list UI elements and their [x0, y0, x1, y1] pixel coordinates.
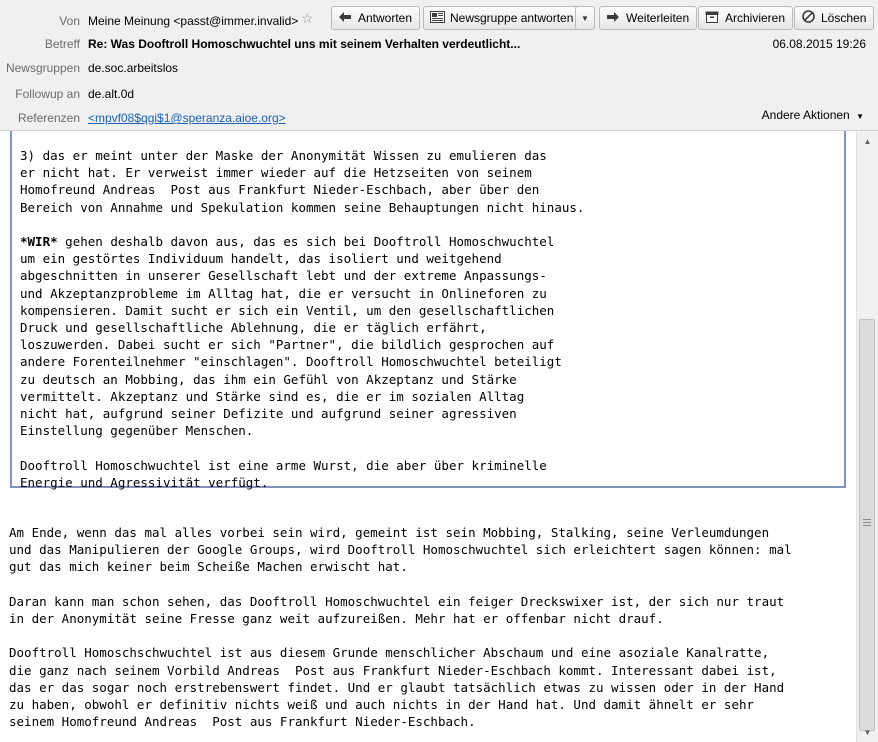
- reply-label: Antworten: [358, 11, 413, 25]
- quoted-line: 3) das er meint unter der Maske der Anonymität Wissen zu emulieren das: [20, 148, 547, 163]
- quoted-line: er nicht hat. Er verweist immer wieder auf die Hetzseiten von seinem: [20, 165, 532, 181]
- newsgroups-value[interactable]: de.soc.arbeitslos: [88, 61, 179, 75]
- forward-arrow-icon: [605, 11, 621, 26]
- message-line: das er das sogar noch erstrebenswert findet. Und er glaubt tatsächlich etwas zu wissen oder in der Hand: [9, 679, 785, 695]
- quoted-line: um ein gestörtes Individuum handelt, das isoliert und weitgehend: [20, 251, 502, 267]
- quoted-line: *WIR* gehen deshalb davon aus, das es sich bei Dooftroll Homoschwuchtel: [20, 234, 555, 250]
- reply-button[interactable]: [331, 6, 420, 30]
- reply-arrow-icon: [337, 11, 353, 26]
- archive-label: Archivieren: [725, 11, 786, 25]
- message-line: Daran kann man schon sehen, das Dooftroll Homoschwuchtel ein feiger Dreckswixer ist, der sich nur traut: [9, 593, 785, 609]
- references-link[interactable]: <mpvf08$qgi$1@speranza.aioe.org>: [88, 111, 286, 125]
- quoted-line: Einstellung gegenüber Menschen.: [20, 423, 254, 439]
- delete-circle-icon: [800, 10, 816, 26]
- quoted-line: andere Forenteilnehmer "einschlagen". Dooftroll Homoschwuchtel beteiligt: [20, 354, 562, 370]
- reply-newsgroup-label: Newsgruppe antworten: [450, 11, 574, 25]
- quoted-line: Druck und gesellschaftliche Ablehnung, die er täglich erfährt,: [20, 320, 487, 336]
- message-line: die ganz nach seinem Vorbild Andreas Post aus Frankfurt Nieder-Eschbach kommt. Interessant dabei ist,: [9, 662, 777, 678]
- archive-button[interactable]: [698, 6, 793, 30]
- other-actions-menu[interactable]: [762, 108, 864, 122]
- message-line: seinem Homofreund Andreas Post aus Frankfurt Nieder-Eschbach.: [9, 714, 476, 730]
- quoted-line: [20, 216, 584, 233]
- grip-line: [863, 525, 871, 526]
- message-body: [0, 131, 856, 742]
- subject-value: Re: Was Dooftroll Homoschwuchtel uns mit seinem Verhalten verdeutlicht...: [88, 37, 521, 51]
- message-line: [9, 627, 792, 644]
- chevron-down-icon: ▼: [856, 112, 864, 121]
- grip-line: [863, 522, 871, 523]
- quoted-text-block: [10, 131, 846, 488]
- message-text: [9, 524, 792, 730]
- newsgroups-label: Newsgruppen: [5, 61, 80, 75]
- from-label: Von: [59, 14, 80, 28]
- reply-newsgroup-button[interactable]: [423, 6, 581, 30]
- from-value[interactable]: Meine Meinung <passt@immer.invalid>: [88, 14, 299, 28]
- quoted-line: vermittelt. Akzeptanz und Stärke sind es, die er im sozialen Alltag: [20, 388, 525, 404]
- quoted-line: Energie und Agressivität verfügt.: [20, 474, 269, 490]
- message-line: in der Anonymität seine Fresse ganz weit aufzureißen. Mehr hat er offenbar nicht drauf.: [9, 611, 664, 627]
- quoted-line: loszuwerden. Dabei sucht er sich "Partner", die bildlich gesprochen auf: [20, 337, 555, 353]
- message-line: und das Manipulieren der Google Groups, wird Dooftroll Homoschwuchtel sich erleichtert sagen können: mal: [9, 542, 792, 558]
- message-date: 06.08.2015 19:26: [772, 37, 866, 51]
- message-line: gut das mich keiner beim Scheiße Machen erwischt hat.: [9, 559, 408, 575]
- emphasis-text: *WIR*: [20, 234, 58, 250]
- reply-newsgroup-dropdown[interactable]: [575, 6, 595, 30]
- quoted-line: Dooftroll Homoschwuchtel ist eine arme Wurst, die aber über kriminelle: [20, 457, 547, 473]
- forward-label: Weiterleiten: [626, 11, 690, 25]
- followup-value[interactable]: de.alt.0d: [88, 87, 135, 101]
- other-actions-label: Andere Aktionen: [761, 108, 850, 122]
- grip-line: [863, 519, 871, 520]
- message-line: Am Ende, wenn das mal alles vorbei sein wird, gemeint ist sein Mobbing, Stalking, seine Verleumdungen: [9, 525, 770, 540]
- quoted-line: Bereich von Annahme und Spekulation kommen seine Behauptungen nicht hinaus.: [20, 199, 585, 215]
- forward-button[interactable]: [599, 6, 697, 30]
- quoted-line: abgeschnitten in unserer Gesellschaft lebt und der extreme Anpassungs-: [20, 268, 547, 284]
- scroll-up-arrow-icon[interactable]: ▲: [863, 137, 872, 146]
- archive-box-icon: [704, 11, 720, 26]
- message-line: [9, 576, 792, 593]
- references-label: Referenzen: [17, 111, 80, 125]
- quoted-line: und Akzeptanzprobleme im Alltag hat, die er versucht in Onlineforen zu: [20, 285, 547, 301]
- quoted-line: [20, 439, 584, 456]
- subject-label: Betreff: [44, 37, 80, 51]
- scrollbar-thumb[interactable]: [859, 319, 875, 731]
- star-icon[interactable]: ☆: [301, 10, 314, 26]
- vertical-scrollbar[interactable]: [856, 131, 878, 742]
- quoted-line: nicht hat, aufgrund seiner Defizite und aufgrund seiner agressiven: [20, 406, 517, 422]
- followup-label: Followup an: [15, 87, 80, 101]
- quoted-text: [20, 147, 584, 491]
- message-line: zu haben, obwohl er definitiv nichts weiß und auch nichts in der Hand hat. Und damit ähnelt er sehr: [9, 697, 755, 713]
- delete-label: Löschen: [821, 11, 867, 25]
- chevron-down-icon: ▼: [581, 13, 589, 23]
- quoted-line: Homofreund Andreas Post aus Frankfurt Nieder-Eschbach, aber über den: [20, 182, 540, 198]
- quoted-line: kompensieren. Damit sucht er sich ein Ventil, um den gesellschaftlichen: [20, 302, 555, 318]
- newsgroup-icon: [429, 11, 445, 26]
- delete-button[interactable]: [794, 6, 874, 30]
- message-header: [0, 0, 878, 131]
- quoted-line: zu deutsch an Mobbing, das ihm ein Gefühl von Akzeptanz und Stärke: [20, 371, 517, 387]
- scroll-down-arrow-icon[interactable]: ▼: [863, 728, 872, 737]
- message-line: Dooftroll Homoschschwuchtel ist aus diesem Grunde menschlicher Abschaum und eine asoziale Kanalratte,: [9, 645, 770, 661]
